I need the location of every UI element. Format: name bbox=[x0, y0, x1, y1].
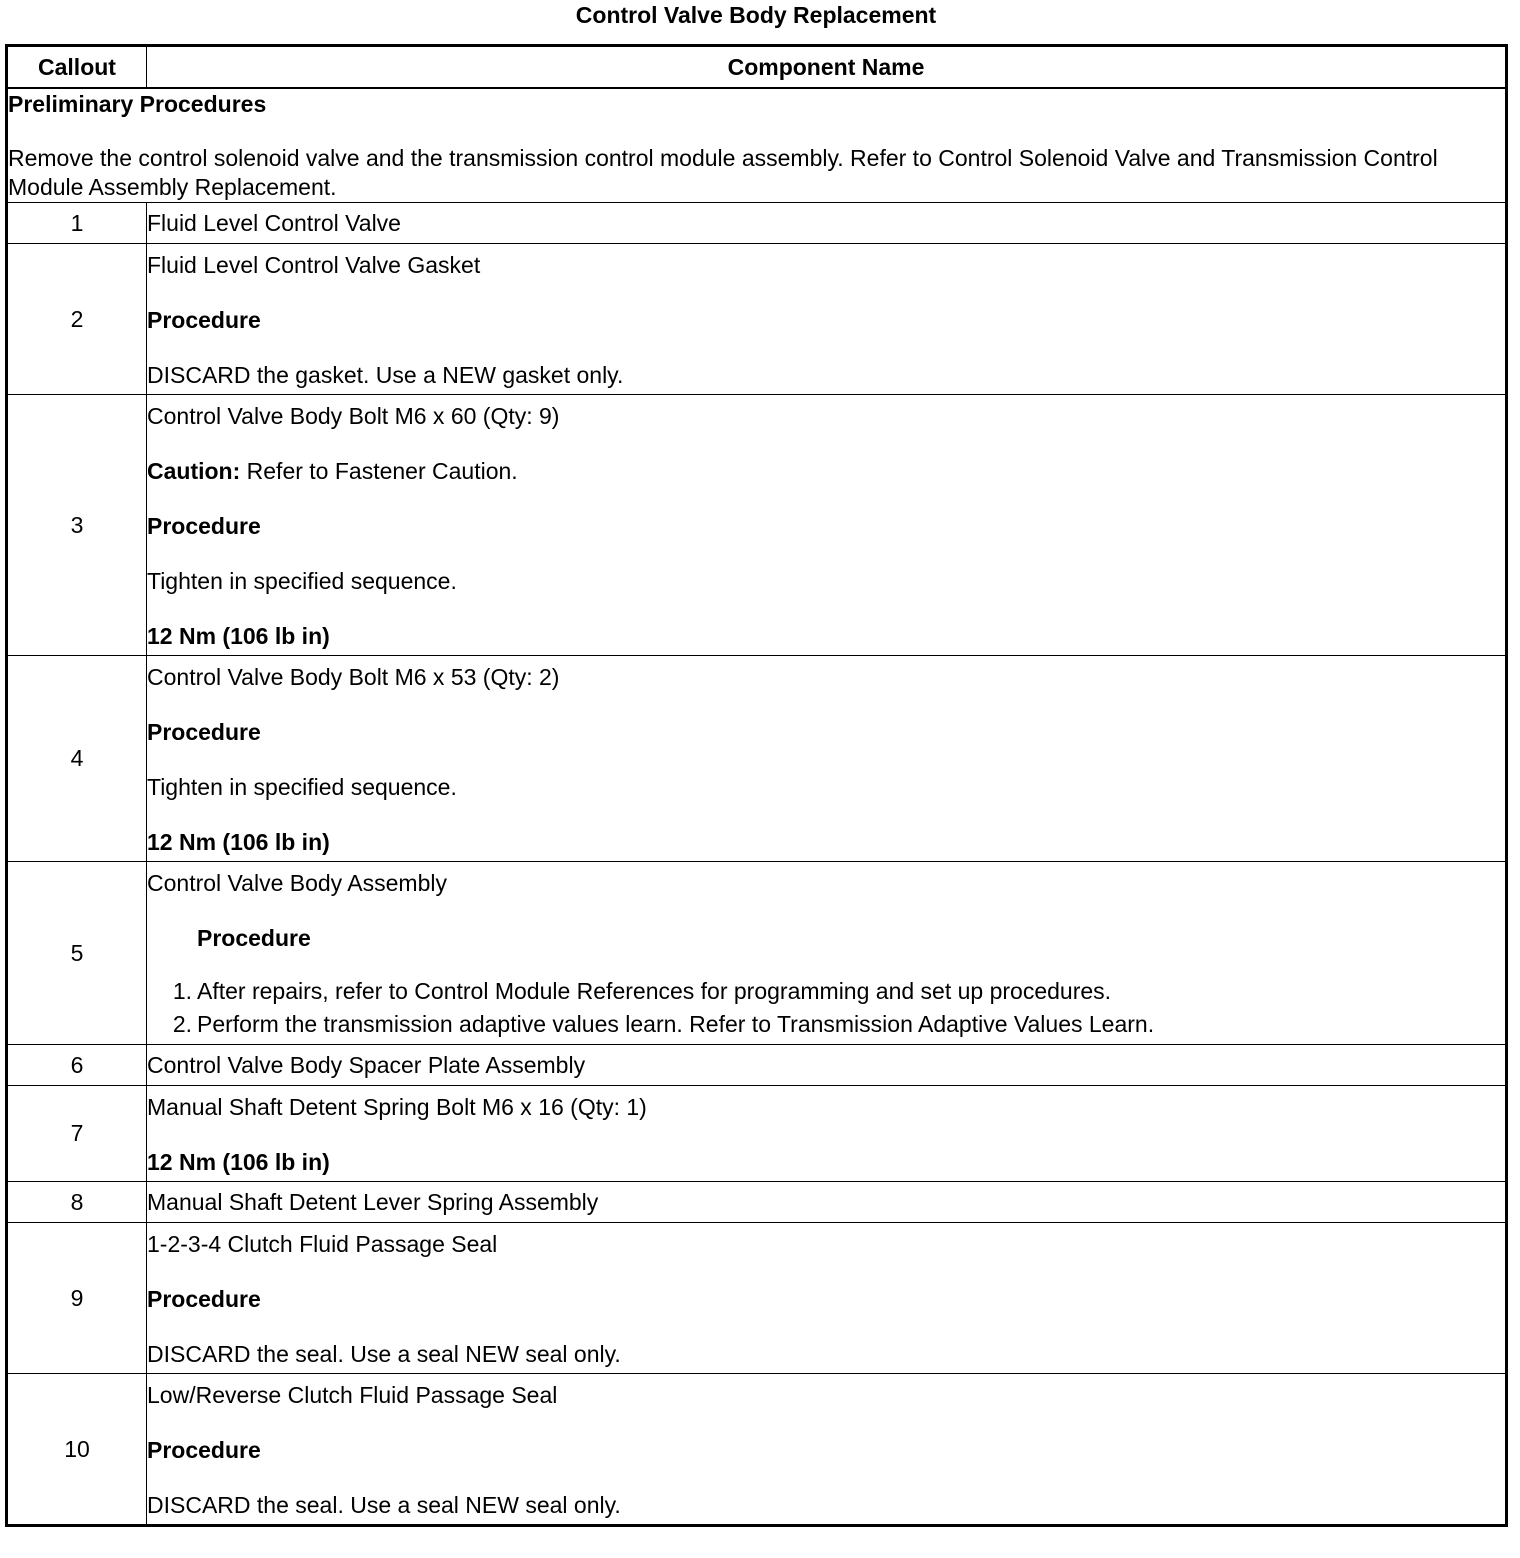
component-table bbox=[5, 44, 1508, 1527]
table-row bbox=[7, 1045, 1507, 1086]
procedure-label: Procedure bbox=[147, 513, 261, 539]
procedure-label: Procedure bbox=[147, 1286, 261, 1312]
callout-number: 2 bbox=[7, 244, 147, 395]
component-name: Manual Shaft Detent Lever Spring Assembly bbox=[147, 1189, 599, 1215]
component-name: Control Valve Body Bolt M6 x 53 (Qty: 2) bbox=[147, 664, 560, 690]
procedure-label: Procedure bbox=[147, 719, 261, 745]
procedure-label: Procedure bbox=[197, 925, 311, 951]
preliminary-row bbox=[7, 88, 1507, 203]
procedure-text: Tighten in specified sequence. bbox=[147, 774, 457, 800]
table-row bbox=[7, 203, 1507, 244]
callout-number: 9 bbox=[7, 1223, 147, 1374]
table-row bbox=[7, 1182, 1507, 1223]
component-name: 1-2-3-4 Clutch Fluid Passage Seal bbox=[147, 1231, 498, 1257]
preliminary-cell bbox=[7, 88, 1507, 203]
component-name: Manual Shaft Detent Spring Bolt M6 x 16 (Qty: 1) bbox=[147, 1094, 647, 1120]
table-row bbox=[7, 862, 1507, 1045]
procedure-label: Procedure bbox=[147, 307, 261, 333]
procedure-text: Tighten in specified sequence. bbox=[147, 568, 457, 594]
preliminary-text: Remove the control solenoid valve and the transmission control module assembly. Refer to Control Solenoid Valve and Transmission Control Module Assembly Replacement. bbox=[8, 145, 1438, 200]
component-name: Low/Reverse Clutch Fluid Passage Seal bbox=[147, 1382, 558, 1408]
torque-spec: 12 Nm (106 lb in) bbox=[147, 623, 330, 649]
component-cell bbox=[147, 1086, 1507, 1182]
caution-label: Caution: bbox=[147, 458, 241, 484]
procedure-text: DISCARD the gasket. Use a NEW gasket only. bbox=[147, 362, 624, 388]
procedure-label: Procedure bbox=[147, 1437, 261, 1463]
component-cell bbox=[147, 1045, 1507, 1086]
component-name: Control Valve Body Assembly bbox=[147, 870, 447, 896]
procedure-step: 1. After repairs, refer to Control Module References for programming and set up procedures. bbox=[172, 978, 1112, 1004]
procedure-step: 2. Perform the transmission adaptive values learn. Refer to Transmission Adaptive Values Learn. bbox=[172, 1011, 1155, 1037]
column-header-callout: Callout bbox=[7, 46, 147, 89]
component-cell bbox=[147, 1182, 1507, 1223]
procedure-steps bbox=[147, 975, 1505, 1041]
table-row bbox=[7, 1086, 1507, 1182]
component-name: Control Valve Body Bolt M6 x 60 (Qty: 9) bbox=[147, 403, 560, 429]
table-row bbox=[7, 1374, 1507, 1526]
component-cell bbox=[147, 1374, 1507, 1526]
callout-number: 4 bbox=[7, 656, 147, 862]
table-row bbox=[7, 656, 1507, 862]
torque-spec: 12 Nm (106 lb in) bbox=[147, 1149, 330, 1175]
component-cell bbox=[147, 395, 1507, 656]
component-cell bbox=[147, 862, 1507, 1045]
page-title: Control Valve Body Replacement bbox=[575, 2, 937, 28]
component-name: Fluid Level Control Valve Gasket bbox=[147, 252, 481, 278]
callout-number: 3 bbox=[7, 395, 147, 656]
procedure-text: DISCARD the seal. Use a seal NEW seal only. bbox=[147, 1341, 621, 1367]
caution-text: Refer to Fastener Caution. bbox=[240, 458, 518, 484]
callout-number: 6 bbox=[7, 1045, 147, 1086]
table-row bbox=[7, 1223, 1507, 1374]
component-cell bbox=[147, 203, 1507, 244]
callout-number: 7 bbox=[7, 1086, 147, 1182]
procedure-text: DISCARD the seal. Use a seal NEW seal only. bbox=[147, 1492, 621, 1518]
component-cell bbox=[147, 1223, 1507, 1374]
column-header-component-name: Component Name bbox=[147, 46, 1507, 89]
callout-number: 1 bbox=[7, 203, 147, 244]
table-row bbox=[7, 244, 1507, 395]
callout-number: 5 bbox=[7, 862, 147, 1045]
callout-number: 8 bbox=[7, 1182, 147, 1223]
callout-number: 10 bbox=[7, 1374, 147, 1526]
component-name: Fluid Level Control Valve bbox=[147, 210, 401, 236]
preliminary-heading: Preliminary Procedures bbox=[8, 91, 267, 117]
caution-line bbox=[147, 456, 1505, 486]
component-cell bbox=[147, 244, 1507, 395]
torque-spec: 12 Nm (106 lb in) bbox=[147, 829, 330, 855]
component-cell bbox=[147, 656, 1507, 862]
component-name: Control Valve Body Spacer Plate Assembly bbox=[147, 1052, 586, 1078]
table-header-row bbox=[7, 46, 1507, 89]
table-row bbox=[7, 395, 1507, 656]
